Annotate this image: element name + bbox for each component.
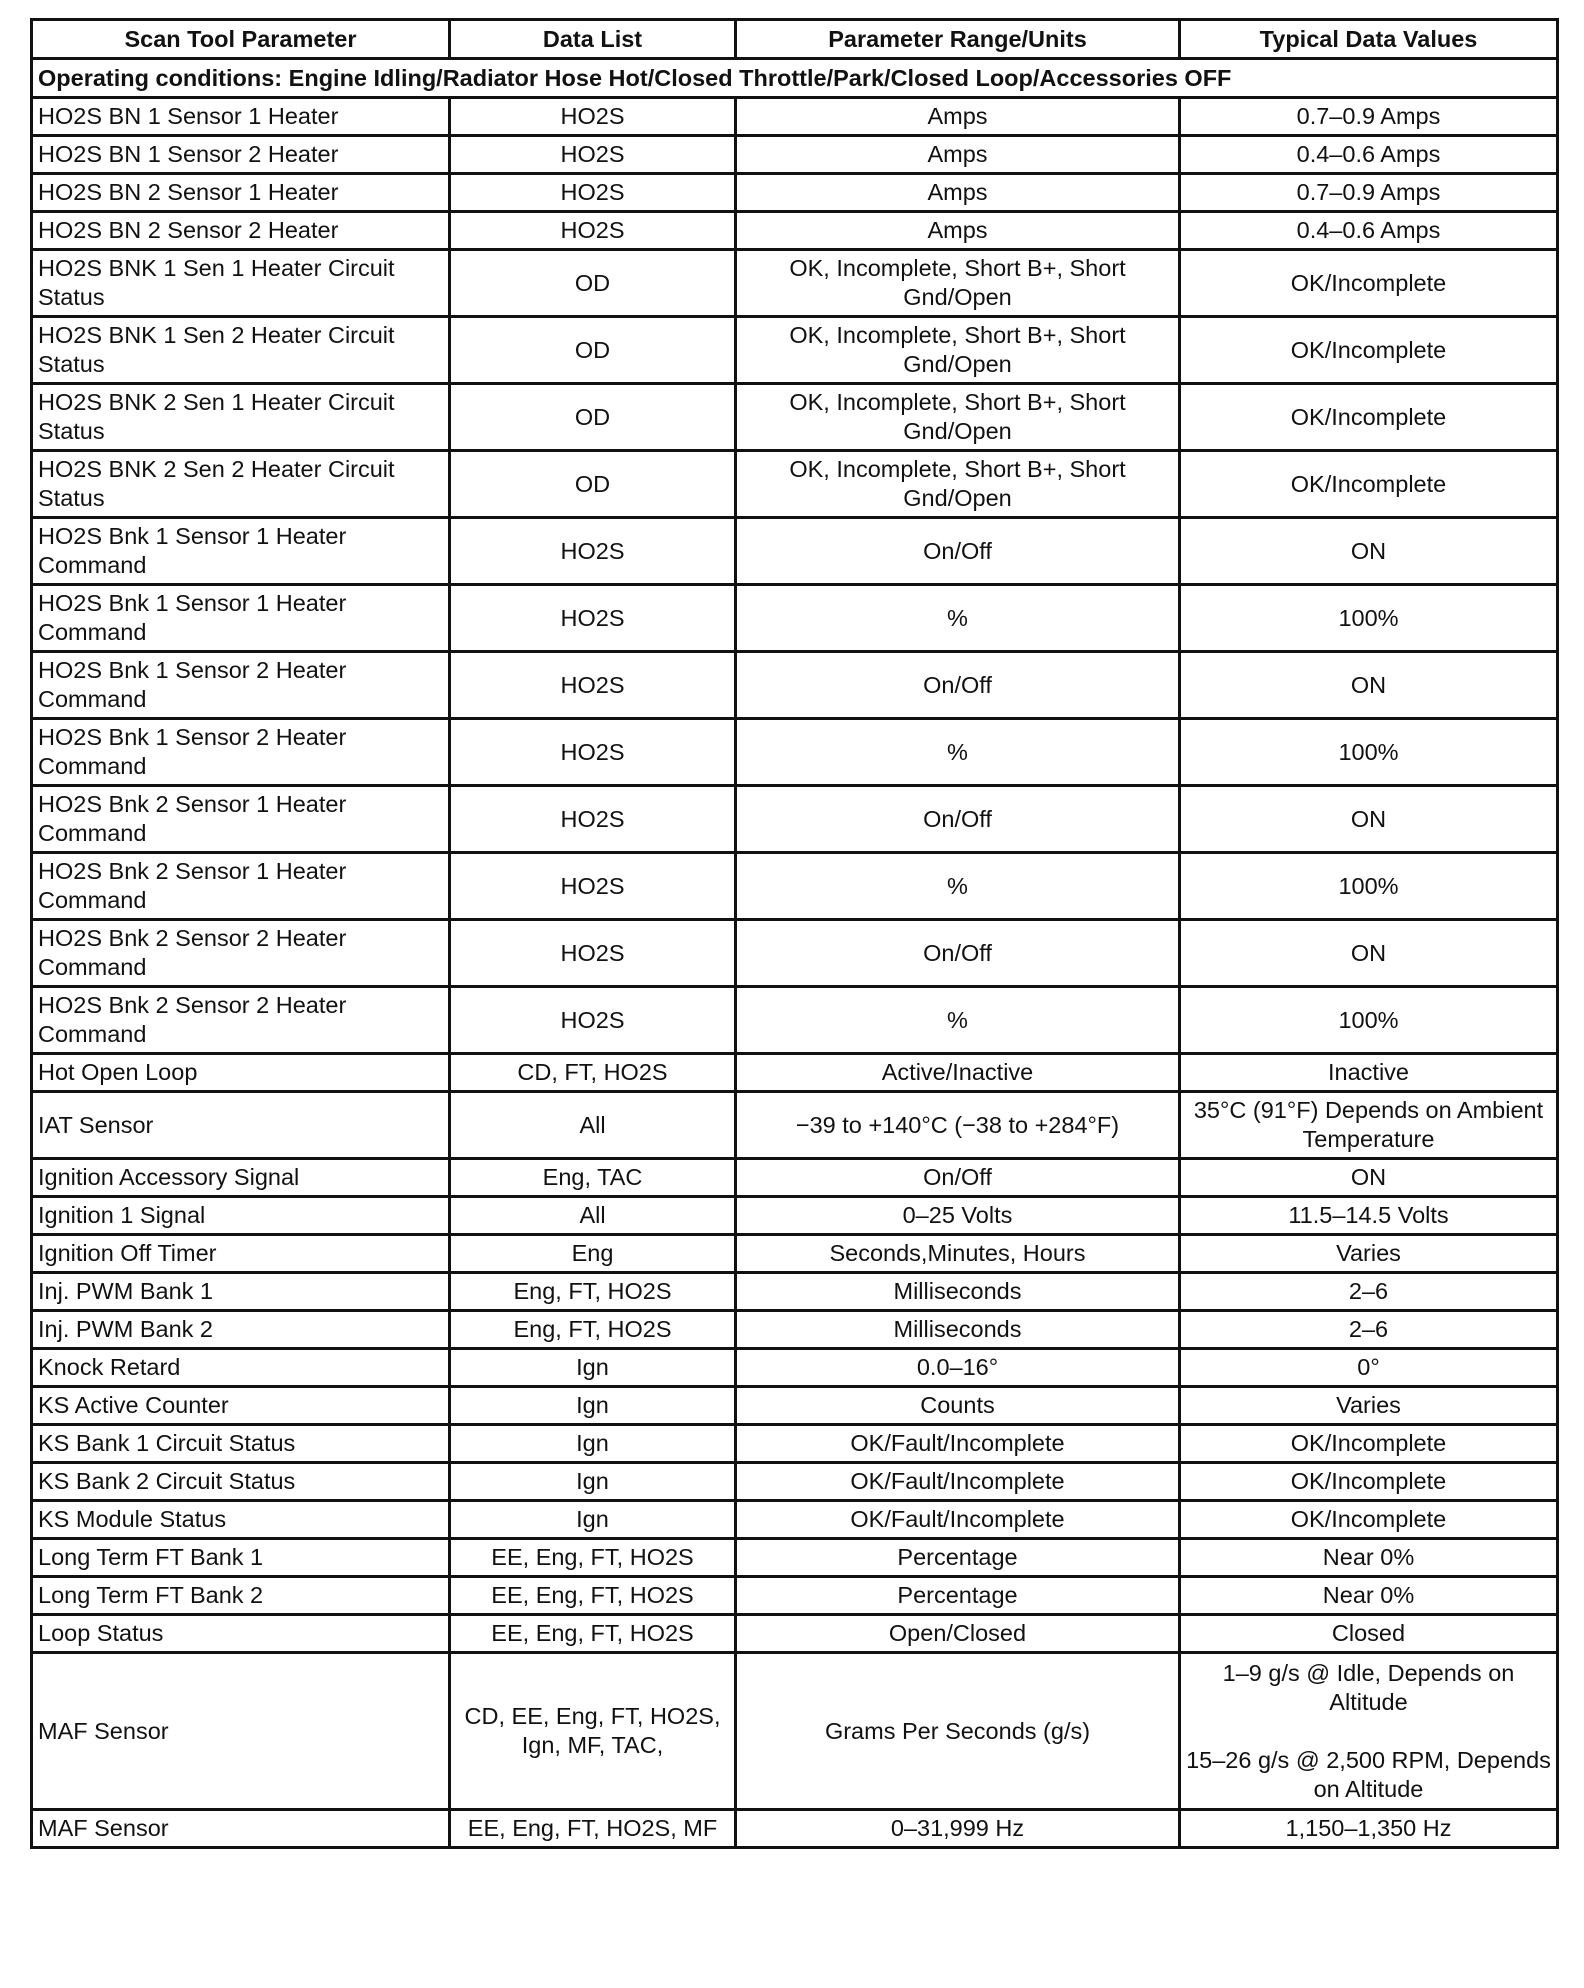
- typical-value-cell: 2–6: [1180, 1273, 1558, 1311]
- typical-value-cell: Near 0%: [1180, 1577, 1558, 1615]
- parameter-cell: MAF Sensor: [32, 1810, 450, 1848]
- parameter-cell: HO2S BNK 1 Sen 1 Heater Circuit Status: [32, 250, 450, 317]
- range-units-cell: On/Off: [736, 1159, 1180, 1197]
- typical-value-cell: ON: [1180, 920, 1558, 987]
- parameter-cell: KS Bank 1 Circuit Status: [32, 1425, 450, 1463]
- range-units-cell: OK, Incomplete, Short B+, Short Gnd/Open: [736, 317, 1180, 384]
- operating-conditions: Operating conditions: Engine Idling/Radiator Hose Hot/Closed Throttle/Park/Closed Loop/Accessories OFF: [32, 59, 1558, 98]
- range-units-cell: Amps: [736, 136, 1180, 174]
- table-row: [32, 1197, 1558, 1235]
- table-row: [32, 1092, 1558, 1159]
- typical-value-cell: OK/Incomplete: [1180, 317, 1558, 384]
- parameter-cell: Knock Retard: [32, 1349, 450, 1387]
- range-units-cell: On/Off: [736, 786, 1180, 853]
- column-header-data-list: Data List: [450, 20, 736, 59]
- parameter-cell: HO2S Bnk 1 Sensor 2 Heater Command: [32, 652, 450, 719]
- parameter-cell: HO2S BN 1 Sensor 2 Heater: [32, 136, 450, 174]
- range-units-cell: Percentage: [736, 1539, 1180, 1577]
- data-list-cell: EE, Eng, FT, HO2S: [450, 1615, 736, 1653]
- range-units-cell: %: [736, 853, 1180, 920]
- typical-value-cell: 100%: [1180, 987, 1558, 1054]
- range-units-cell: On/Off: [736, 920, 1180, 987]
- range-units-cell: Grams Per Seconds (g/s): [736, 1653, 1180, 1810]
- parameter-cell: MAF Sensor: [32, 1653, 450, 1810]
- table-row: [32, 719, 1558, 786]
- table-row: [32, 212, 1558, 250]
- data-list-cell: CD, EE, Eng, FT, HO2S, Ign, MF, TAC,: [450, 1653, 736, 1810]
- typical-value-cell: OK/Incomplete: [1180, 250, 1558, 317]
- data-list-cell: HO2S: [450, 853, 736, 920]
- typical-value-cell: ON: [1180, 518, 1558, 585]
- parameter-cell: Inj. PWM Bank 1: [32, 1273, 450, 1311]
- typical-value-cell: 1,150–1,350 Hz: [1180, 1810, 1558, 1848]
- typical-value-cell: OK/Incomplete: [1180, 1463, 1558, 1501]
- parameter-cell: HO2S BN 1 Sensor 1 Heater: [32, 98, 450, 136]
- typical-value-cell: 0.7–0.9 Amps: [1180, 98, 1558, 136]
- data-list-cell: Ign: [450, 1463, 736, 1501]
- table-row: [32, 1425, 1558, 1463]
- range-units-cell: OK/Fault/Incomplete: [736, 1501, 1180, 1539]
- data-list-cell: EE, Eng, FT, HO2S: [450, 1577, 736, 1615]
- table-row: [32, 786, 1558, 853]
- table-row: [32, 317, 1558, 384]
- range-units-cell: %: [736, 585, 1180, 652]
- table-row: [32, 98, 1558, 136]
- table-row: [32, 652, 1558, 719]
- data-list-cell: HO2S: [450, 652, 736, 719]
- range-units-cell: Milliseconds: [736, 1273, 1180, 1311]
- data-list-cell: EE, Eng, FT, HO2S, MF: [450, 1810, 736, 1848]
- data-list-cell: HO2S: [450, 136, 736, 174]
- table-row: [32, 1159, 1558, 1197]
- table-row: [32, 384, 1558, 451]
- parameter-cell: HO2S BNK 1 Sen 2 Heater Circuit Status: [32, 317, 450, 384]
- range-units-cell: Milliseconds: [736, 1311, 1180, 1349]
- table-row: [32, 853, 1558, 920]
- table-row: [32, 1810, 1558, 1848]
- typical-value-line: 1–9 g/s @ Idle, Depends on Altitude: [1222, 1659, 1515, 1715]
- range-units-cell: Amps: [736, 174, 1180, 212]
- typical-value-cell: 0.4–0.6 Amps: [1180, 212, 1558, 250]
- data-list-cell: OD: [450, 384, 736, 451]
- table-row: [32, 1653, 1558, 1810]
- parameter-cell: HO2S Bnk 2 Sensor 1 Heater Command: [32, 853, 450, 920]
- data-list-cell: Ign: [450, 1349, 736, 1387]
- range-units-cell: Amps: [736, 212, 1180, 250]
- typical-value-cell: 0.4–0.6 Amps: [1180, 136, 1558, 174]
- range-units-cell: Active/Inactive: [736, 1054, 1180, 1092]
- operating-conditions-row: [32, 59, 1558, 98]
- table-row: [32, 1311, 1558, 1349]
- typical-value-cell: [1180, 1653, 1558, 1810]
- data-list-cell: HO2S: [450, 585, 736, 652]
- typical-value-cell: Closed: [1180, 1615, 1558, 1653]
- typical-value-cell: 35°C (91°F) Depends on Ambient Temperature: [1180, 1092, 1558, 1159]
- parameter-cell: Ignition Accessory Signal: [32, 1159, 450, 1197]
- parameter-cell: KS Active Counter: [32, 1387, 450, 1425]
- data-list-cell: Eng: [450, 1235, 736, 1273]
- data-list-cell: OD: [450, 451, 736, 518]
- line-gap: [1186, 1717, 1551, 1746]
- typical-value-cell: OK/Incomplete: [1180, 451, 1558, 518]
- data-list-cell: EE, Eng, FT, HO2S: [450, 1539, 736, 1577]
- range-units-cell: OK, Incomplete, Short B+, Short Gnd/Open: [736, 384, 1180, 451]
- parameter-cell: HO2S BN 2 Sensor 1 Heater: [32, 174, 450, 212]
- data-list-cell: HO2S: [450, 98, 736, 136]
- range-units-cell: Seconds,Minutes, Hours: [736, 1235, 1180, 1273]
- data-list-cell: OD: [450, 250, 736, 317]
- typical-value-cell: ON: [1180, 652, 1558, 719]
- typical-value-cell: OK/Incomplete: [1180, 1425, 1558, 1463]
- typical-value-cell: Inactive: [1180, 1054, 1558, 1092]
- scan-tool-data-table: [30, 18, 1559, 1849]
- parameter-cell: KS Module Status: [32, 1501, 450, 1539]
- data-list-cell: HO2S: [450, 212, 736, 250]
- range-units-cell: On/Off: [736, 652, 1180, 719]
- table-row: [32, 1463, 1558, 1501]
- data-list-cell: Ign: [450, 1501, 736, 1539]
- typical-value-cell: OK/Incomplete: [1180, 1501, 1558, 1539]
- data-list-cell: HO2S: [450, 920, 736, 987]
- parameter-cell: HO2S BN 2 Sensor 2 Heater: [32, 212, 450, 250]
- typical-value-cell: OK/Incomplete: [1180, 384, 1558, 451]
- parameter-cell: Long Term FT Bank 2: [32, 1577, 450, 1615]
- table-row: [32, 1235, 1558, 1273]
- typical-value-cell: 11.5–14.5 Volts: [1180, 1197, 1558, 1235]
- range-units-cell: Open/Closed: [736, 1615, 1180, 1653]
- parameter-cell: KS Bank 2 Circuit Status: [32, 1463, 450, 1501]
- table-row: [32, 987, 1558, 1054]
- data-list-cell: HO2S: [450, 719, 736, 786]
- typical-value-cell: Near 0%: [1180, 1539, 1558, 1577]
- data-list-cell: HO2S: [450, 987, 736, 1054]
- range-units-cell: OK/Fault/Incomplete: [736, 1425, 1180, 1463]
- parameter-cell: HO2S Bnk 2 Sensor 2 Heater Command: [32, 987, 450, 1054]
- parameter-cell: Ignition 1 Signal: [32, 1197, 450, 1235]
- range-units-cell: −39 to +140°C (−38 to +284°F): [736, 1092, 1180, 1159]
- column-header-parameter: Scan Tool Parameter: [32, 20, 450, 59]
- range-units-cell: 0–25 Volts: [736, 1197, 1180, 1235]
- parameter-cell: Ignition Off Timer: [32, 1235, 450, 1273]
- parameter-cell: Long Term FT Bank 1: [32, 1539, 450, 1577]
- data-list-cell: Eng, TAC: [450, 1159, 736, 1197]
- data-list-cell: CD, FT, HO2S: [450, 1054, 736, 1092]
- table-row: [32, 174, 1558, 212]
- table-row: [32, 1349, 1558, 1387]
- parameter-cell: Inj. PWM Bank 2: [32, 1311, 450, 1349]
- range-units-cell: Percentage: [736, 1577, 1180, 1615]
- typical-value-cell: 0.7–0.9 Amps: [1180, 174, 1558, 212]
- range-units-cell: Amps: [736, 98, 1180, 136]
- data-list-cell: OD: [450, 317, 736, 384]
- range-units-cell: OK, Incomplete, Short B+, Short Gnd/Open: [736, 250, 1180, 317]
- range-units-cell: 0–31,999 Hz: [736, 1810, 1180, 1848]
- typical-value-cell: ON: [1180, 786, 1558, 853]
- table-row: [32, 920, 1558, 987]
- parameter-cell: HO2S BNK 2 Sen 2 Heater Circuit Status: [32, 451, 450, 518]
- typical-value-cell: 100%: [1180, 719, 1558, 786]
- typical-value-cell: 100%: [1180, 585, 1558, 652]
- table-row: [32, 1273, 1558, 1311]
- range-units-cell: %: [736, 987, 1180, 1054]
- typical-value-cell: 2–6: [1180, 1311, 1558, 1349]
- typical-value-cell: ON: [1180, 1159, 1558, 1197]
- parameter-cell: HO2S Bnk 2 Sensor 1 Heater Command: [32, 786, 450, 853]
- data-list-cell: HO2S: [450, 174, 736, 212]
- range-units-cell: OK, Incomplete, Short B+, Short Gnd/Open: [736, 451, 1180, 518]
- table-row: [32, 1054, 1558, 1092]
- column-header-range-units: Parameter Range/Units: [736, 20, 1180, 59]
- range-units-cell: OK/Fault/Incomplete: [736, 1463, 1180, 1501]
- table-row: [32, 250, 1558, 317]
- table-row: [32, 1539, 1558, 1577]
- table-row: [32, 518, 1558, 585]
- parameter-cell: Loop Status: [32, 1615, 450, 1653]
- data-list-cell: All: [450, 1197, 736, 1235]
- data-list-cell: Ign: [450, 1387, 736, 1425]
- column-header-typical-values: Typical Data Values: [1180, 20, 1558, 59]
- range-units-cell: On/Off: [736, 518, 1180, 585]
- data-list-cell: Eng, FT, HO2S: [450, 1273, 736, 1311]
- table-row: [32, 451, 1558, 518]
- typical-value-line: 15–26 g/s @ 2,500 RPM, Depends on Altitude: [1186, 1746, 1551, 1802]
- table-row: [32, 136, 1558, 174]
- typical-value-cell: 0°: [1180, 1349, 1558, 1387]
- data-list-cell: All: [450, 1092, 736, 1159]
- table-row: [32, 585, 1558, 652]
- parameter-cell: HO2S BNK 2 Sen 1 Heater Circuit Status: [32, 384, 450, 451]
- table-row: [32, 1577, 1558, 1615]
- table-row: [32, 1387, 1558, 1425]
- typical-value-cell: Varies: [1180, 1235, 1558, 1273]
- data-list-cell: Eng, FT, HO2S: [450, 1311, 736, 1349]
- parameter-cell: IAT Sensor: [32, 1092, 450, 1159]
- data-list-cell: HO2S: [450, 518, 736, 585]
- range-units-cell: Counts: [736, 1387, 1180, 1425]
- range-units-cell: %: [736, 719, 1180, 786]
- parameter-cell: Hot Open Loop: [32, 1054, 450, 1092]
- table-row: [32, 1501, 1558, 1539]
- table-row: [32, 1615, 1558, 1653]
- range-units-cell: 0.0–16°: [736, 1349, 1180, 1387]
- parameter-cell: HO2S Bnk 1 Sensor 1 Heater Command: [32, 518, 450, 585]
- typical-value-cell: Varies: [1180, 1387, 1558, 1425]
- data-list-cell: HO2S: [450, 786, 736, 853]
- typical-value-cell: 100%: [1180, 853, 1558, 920]
- parameter-cell: HO2S Bnk 1 Sensor 1 Heater Command: [32, 585, 450, 652]
- header-row: [32, 20, 1558, 59]
- parameter-cell: HO2S Bnk 2 Sensor 2 Heater Command: [32, 920, 450, 987]
- parameter-cell: HO2S Bnk 1 Sensor 2 Heater Command: [32, 719, 450, 786]
- data-list-cell: Ign: [450, 1425, 736, 1463]
